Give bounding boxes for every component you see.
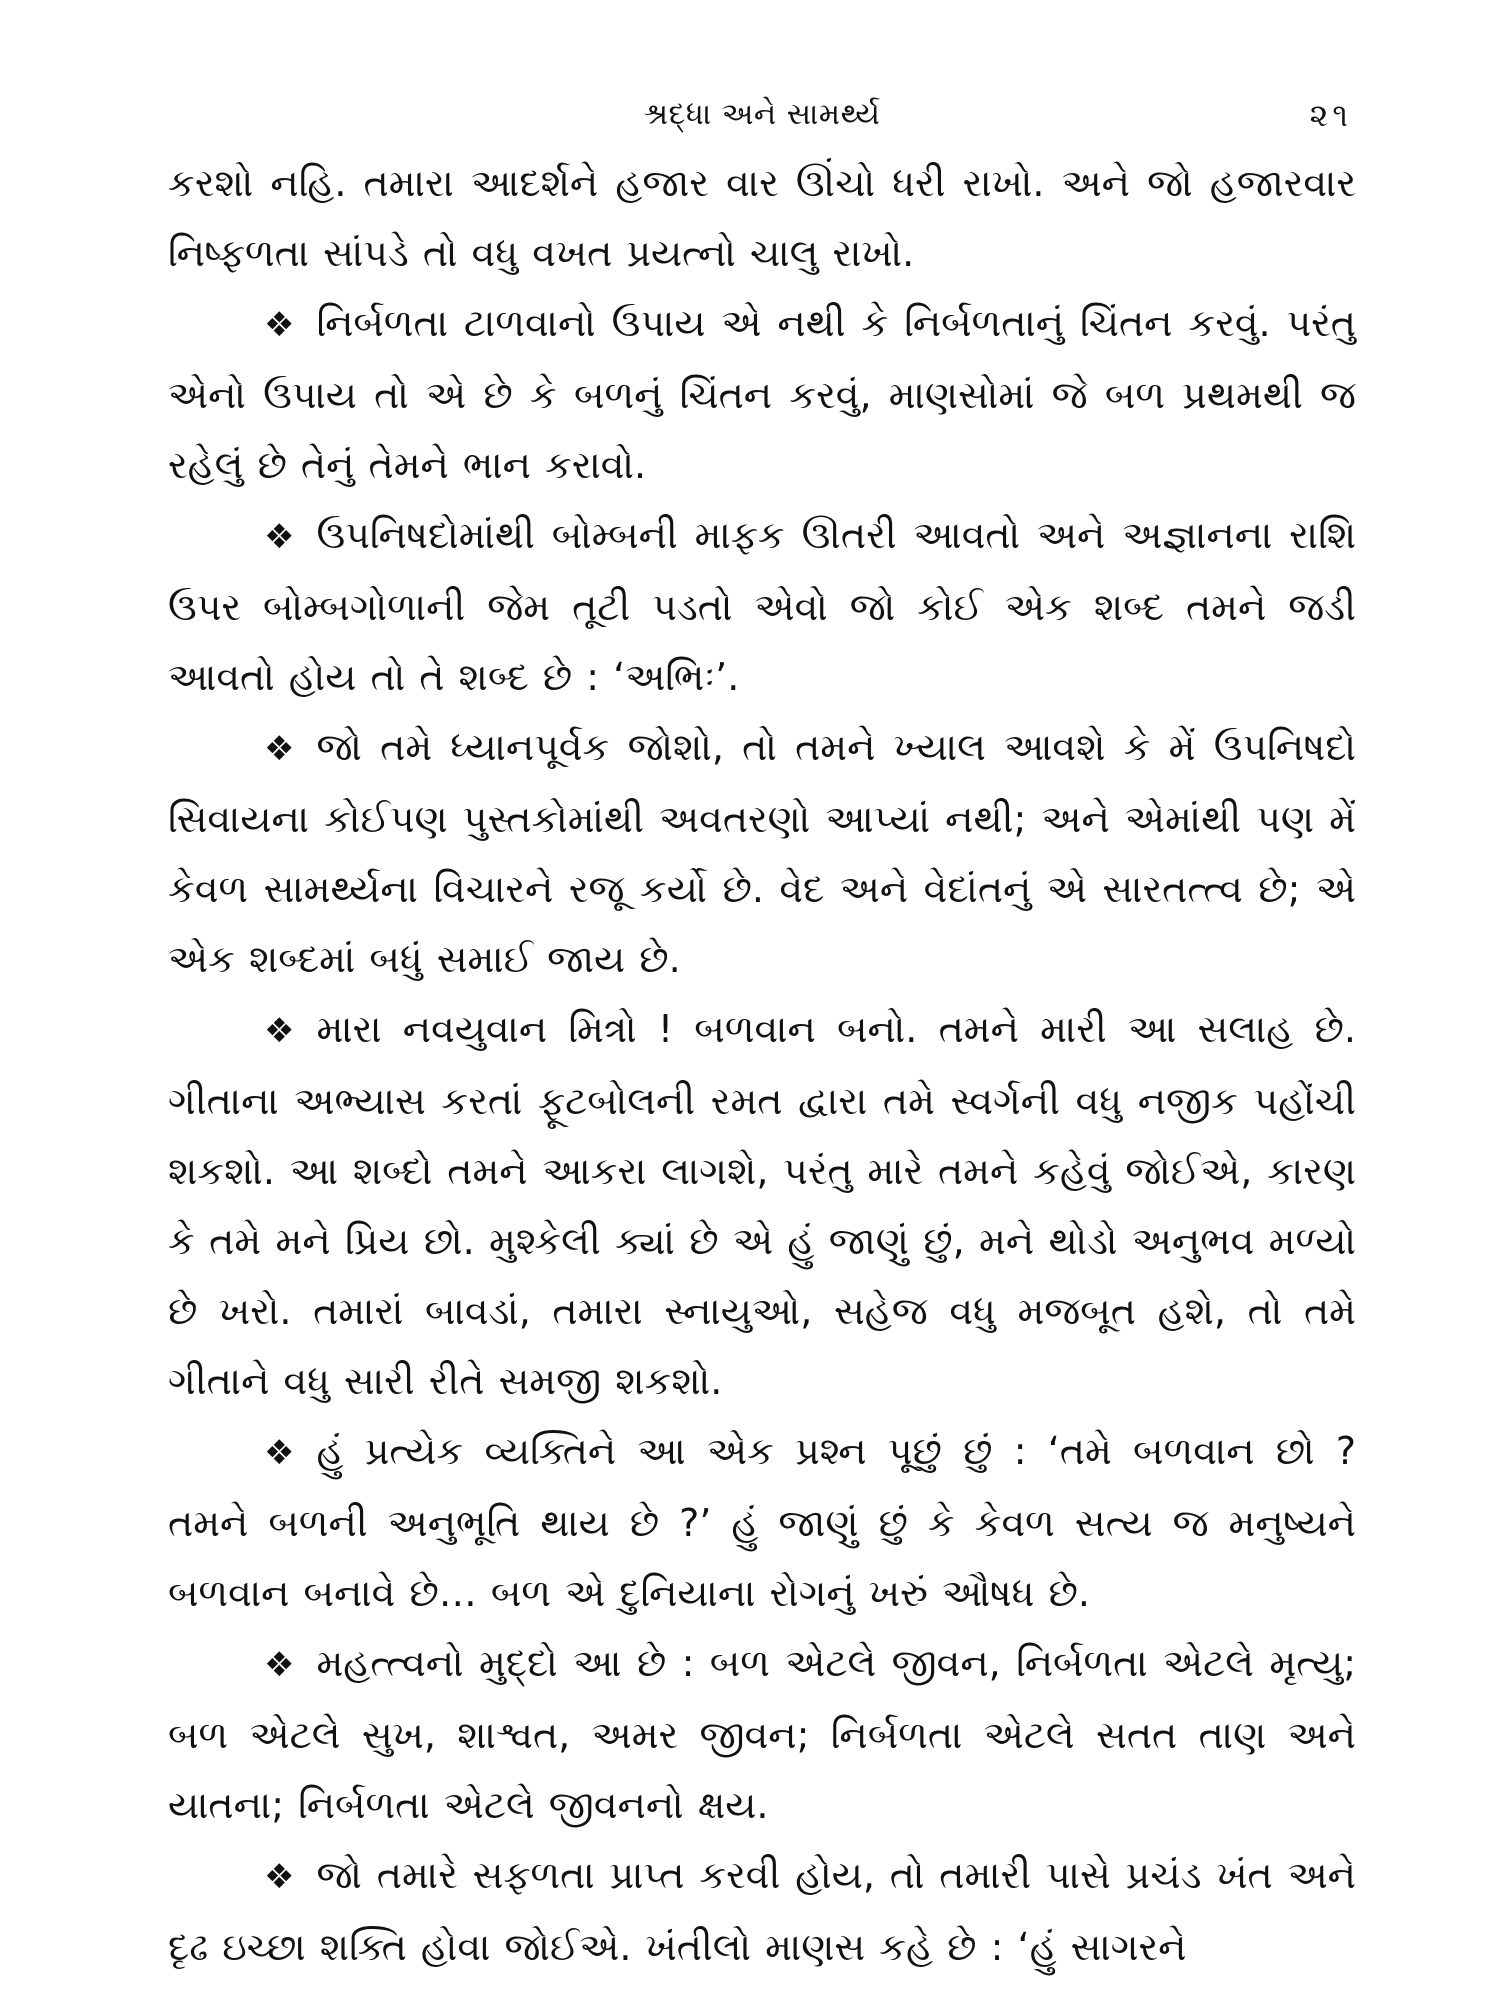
bullet-paragraph [168, 1416, 1356, 1628]
diamond-bullet-icon: ❖ [264, 517, 295, 557]
running-title: શ્રદ્ધા અને સામર્થ્ય [643, 97, 881, 132]
bullet-paragraph [168, 288, 1356, 500]
page-number: ૨૧ [1309, 96, 1352, 134]
bullet-paragraph [168, 1840, 1356, 1982]
paragraph-continuation [168, 148, 1356, 288]
diamond-bullet-icon: ❖ [264, 729, 295, 769]
paragraph-text: જો તમારે સફળતા પ્રાપ્ત કરવી હોય, તો તમારી પાસે પ્રચંડ ખંત અને દૃઢ ઇચ્છા શક્તિ હોવા જોઈએ. ખંતીલો માણસ કહે છે : ‘હું સાગરને [168, 1853, 1356, 1969]
paragraph-text: મારા નવયુવાન મિત્રો ! બળવાન બનો. તમને મારી આ સલાહ છે. ગીતાના અભ્યાસ કરતાં ફૂટબોલની રમત દ્વારા તમે સ્વર્ગની વધુ નજીક પહોંચી શકશો. આ શબ્દો તમને આકરા લાગશે, પરંતુ મારે તમને કહેવું જોઈએ, કારણ કે તમે મને પ્રિય છો. મુશ્કેલી ક્યાં છે એ હું જાણું છું, મને થોડો અનુભવ મળ્યો છે ખરો. તમારાં બાવડાં, તમારા સ્નાયુઓ, સહેજ વધુ મજબૂત હશે, તો તમે ગીતાને વધુ સારી રીતે સમજી શકશો. [168, 1007, 1356, 1403]
diamond-bullet-icon: ❖ [264, 1645, 295, 1685]
bullet-paragraph [168, 1628, 1356, 1840]
diamond-bullet-icon: ❖ [264, 1857, 295, 1897]
diamond-bullet-icon: ❖ [264, 305, 295, 345]
paragraph-text: મહત્ત્વનો મુદ્દો આ છે : બળ એટલે જીવન, નિર્બળતા એટલે મૃત્યુ; બળ એટલે સુખ, શાશ્વત, અમર જીવન; નિર્બળતા એટલે સતત તાણ અને યાતના; નિર્બળતા એટલે જીવનનો ક્ષય. [168, 1641, 1356, 1827]
diamond-bullet-icon: ❖ [264, 1011, 295, 1051]
paragraph-text: ઉપનિષદોમાંથી બોમ્બની માફક ઊતરી આવતો અને અજ્ઞાનના રાશિ ઉપર બોમ્બગોળાની જેમ તૂટી પડતો એવો જો કોઈ એક શબ્દ તમને જડી આવતો હોય તો તે શબ્દ છે : ‘અભિઃ’. [168, 513, 1356, 699]
paragraph-text: જો તમે ધ્યાનપૂર્વક જોશો, તો તમને ખ્યાલ આવશે કે મેં ઉપનિષદો સિવાયના કોઈપણ પુસ્તકોમાંથી અવતરણો આપ્યાં નથી; અને એમાંથી પણ મેં કેવળ સામર્થ્યના વિચારને રજૂ કર્યો છે. વેદ અને વેદાંતનું એ સારતત્ત્વ છે; એ એક શબ્દમાં બધું સમાઈ જાય છે. [168, 725, 1356, 981]
running-header [168, 92, 1356, 138]
paragraph-text: કરશો નહિ. તમારા આદર્શને હજાર વાર ઊંચો ધરી રાખો. અને જો હજારવાર નિષ્ફળતા સાંપડે તો વધુ વખત પ્રયત્નો ચાલુ રાખો. [168, 161, 1356, 275]
bullet-paragraph [168, 712, 1356, 994]
diamond-bullet-icon: ❖ [264, 1433, 295, 1473]
body-text [168, 148, 1356, 1982]
paragraph-text: નિર્બળતા ટાળવાનો ઉપાય એ નથી કે નિર્બળતાનું ચિંતન કરવું. પરંતુ એનો ઉપાય તો એ છે કે બળનું ચિંતન કરવું, માણસોમાં જે બળ પ્રથમથી જ રહેલું છે તેનું તેમને ભાન કરાવો. [168, 301, 1356, 487]
bullet-paragraph [168, 994, 1356, 1416]
bullet-paragraph [168, 500, 1356, 712]
paragraph-text: હું પ્રત્યેક વ્યક્તિને આ એક પ્રશ્ન પૂછું છું : ‘તમે બળવાન છો ? તમને બળની અનુભૂતિ થાય છે ?’ હું જાણું છું કે કેવળ સત્ય જ મનુષ્યને બળવાન બનાવે છે… બળ એ દુનિયાના રોગનું ખરું ઔષધ છે. [168, 1429, 1356, 1615]
